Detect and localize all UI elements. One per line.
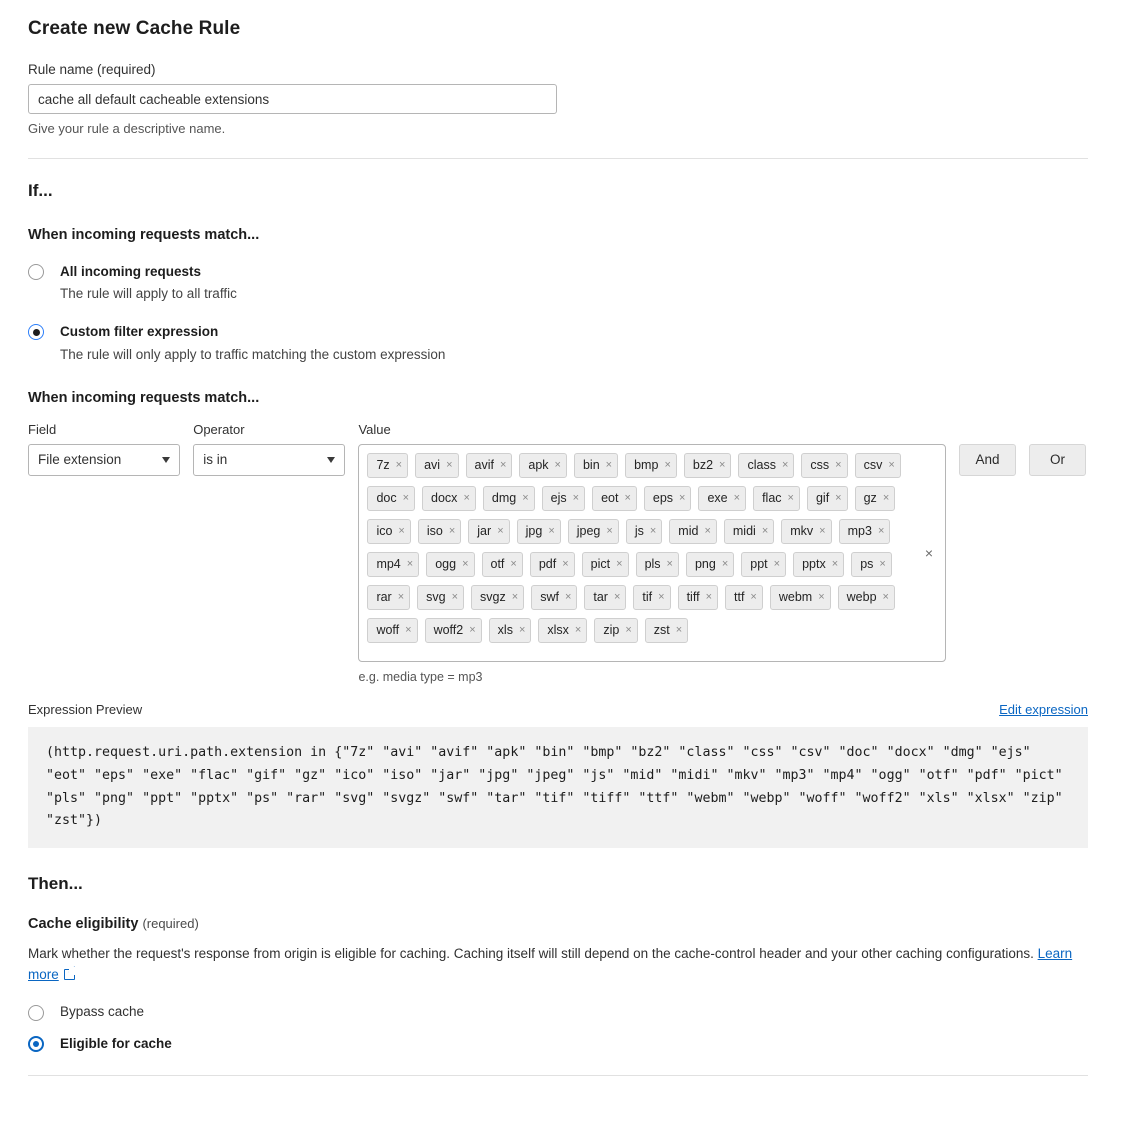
value-token[interactable] (741, 552, 786, 577)
remove-token-icon[interactable]: × (664, 459, 671, 472)
value-token-label: png (694, 557, 716, 572)
value-token-label: iso (426, 524, 443, 539)
remove-token-icon[interactable]: × (818, 591, 825, 604)
page-title: Create new Cache Rule (28, 18, 241, 39)
value-token[interactable] (415, 453, 458, 478)
radio-eligible-for-cache[interactable] (28, 1035, 1086, 1053)
remove-token-icon[interactable]: × (787, 492, 794, 505)
value-token-label: ogg (435, 557, 457, 572)
value-token-label: eps (652, 491, 674, 506)
value-token[interactable] (568, 519, 619, 544)
value-token[interactable] (636, 552, 679, 577)
value-token[interactable] (582, 552, 629, 577)
remove-token-icon[interactable]: × (888, 459, 895, 472)
radio-bypass-label: Bypass cache (60, 1004, 145, 1020)
remove-token-icon[interactable]: × (882, 591, 889, 604)
radio-icon-unselected[interactable] (28, 1005, 44, 1021)
value-token-label: bz2 (692, 458, 714, 473)
cache-eligibility-required: (required) (142, 916, 199, 932)
value-token-label: zip (603, 623, 620, 638)
remove-token-icon[interactable]: × (448, 525, 456, 538)
value-token-label: pdf (538, 557, 557, 572)
remove-token-icon[interactable]: × (721, 558, 729, 571)
remove-token-icon[interactable]: × (781, 459, 789, 472)
expression-preview-text: (http.request.uri.path.extension in {"7z" "avi" "avif" "apk" "bin" "bmp" "bz2" "class" "css" "csv" "doc" "docx" "dmg" "ejs" "eot" "eps" "exe" "flac" "gif" "gz" "ico" "iso" "jar" "jpg" "jpeg" "js" "mid" "midi" "mkv" "mp3" "mp4" "ogg" "otf" "pdf" "pict" "pls" "png" "ppt" "pptx" "ps" "rar" "svg" "svgz" "swf" "tar" "tif" "tiff" "ttf" "webm" "webp" "woff" "woff2" "xls" "xlsx" "zip" "zst"}) (28, 727, 1088, 848)
radio-custom-filter-expression[interactable] (28, 323, 1086, 363)
value-token-label: eot (601, 491, 619, 506)
radio-icon-selected[interactable] (28, 324, 44, 340)
value-token[interactable] (686, 552, 734, 577)
remove-token-icon[interactable]: × (522, 492, 529, 505)
value-token-label: doc (376, 491, 397, 506)
value-token-label: tif (642, 590, 653, 605)
remove-token-icon[interactable]: × (406, 558, 414, 571)
rule-name-helper: Give your rule a descriptive name. (28, 121, 226, 136)
radio-icon-unselected[interactable] (28, 264, 44, 280)
value-token-label: swf (540, 590, 559, 605)
value-token[interactable] (367, 618, 417, 643)
operator-select[interactable] (193, 444, 345, 476)
remove-token-icon[interactable]: × (511, 591, 519, 604)
remove-token-icon[interactable]: × (398, 525, 405, 538)
value-token-label: jar (477, 524, 492, 539)
value-token-label: otf (490, 557, 505, 572)
remove-token-icon[interactable]: × (606, 525, 613, 538)
remove-token-icon[interactable]: × (704, 525, 711, 538)
value-token[interactable] (839, 519, 891, 544)
chevron-down-icon (327, 457, 335, 463)
value-token[interactable] (426, 552, 474, 577)
value-token[interactable] (594, 618, 637, 643)
value-token-label: jpeg (576, 524, 601, 539)
remove-token-icon[interactable]: × (397, 591, 405, 604)
remove-token-icon[interactable]: × (882, 492, 890, 505)
value-token[interactable] (367, 552, 419, 577)
remove-token-icon[interactable]: × (835, 459, 842, 472)
value-token-label: jpg (525, 524, 543, 539)
operator-column-header: Operator (193, 421, 245, 437)
value-token-label: mid (678, 524, 699, 539)
remove-token-icon[interactable]: × (649, 525, 657, 538)
value-token-label: ejs (550, 491, 567, 506)
value-token[interactable] (855, 486, 896, 511)
rule-name-input[interactable] (28, 84, 557, 114)
value-token[interactable] (592, 486, 637, 511)
remove-token-icon[interactable]: × (497, 525, 504, 538)
remove-token-icon[interactable]: × (572, 492, 580, 505)
value-token[interactable] (851, 552, 892, 577)
expression-preview-header (28, 702, 1088, 717)
remove-token-icon[interactable]: × (574, 624, 582, 637)
value-token[interactable] (483, 486, 535, 511)
value-token[interactable] (793, 552, 844, 577)
value-token[interactable] (625, 453, 677, 478)
radio-all-sub: The rule will apply to all traffic (60, 286, 237, 302)
remove-token-icon[interactable]: × (548, 525, 555, 538)
value-token-label: pptx (802, 557, 826, 572)
then-section-title: Then... (28, 874, 83, 894)
value-token-label: zst (653, 623, 670, 638)
value-token[interactable] (684, 453, 732, 478)
value-token-label: ppt (750, 557, 768, 572)
remove-token-icon[interactable]: × (679, 492, 686, 505)
remove-token-icon[interactable]: × (719, 459, 726, 472)
remove-token-icon[interactable]: × (451, 591, 459, 604)
builder-title: When incoming requests match... (28, 389, 260, 406)
value-token[interactable] (367, 453, 408, 478)
value-token[interactable] (724, 519, 774, 544)
value-token-label: pls (644, 557, 661, 572)
value-token[interactable] (633, 585, 670, 610)
value-token-label: css (810, 458, 830, 473)
if-section-subtitle: When incoming requests match... (28, 227, 260, 243)
if-section-title: If... (28, 181, 53, 200)
value-token[interactable] (367, 585, 410, 610)
remove-token-icon[interactable]: × (463, 492, 470, 505)
remove-token-icon[interactable]: × (705, 591, 712, 604)
value-token-label: mp4 (376, 557, 401, 572)
value-token-label: mp3 (847, 524, 872, 539)
value-token[interactable] (770, 585, 831, 610)
value-token-label: docx (431, 491, 458, 506)
value-token[interactable] (698, 486, 746, 511)
value-token[interactable] (838, 585, 895, 610)
value-helper-text: e.g. media type = mp3 (358, 669, 483, 684)
value-token[interactable] (542, 486, 585, 511)
value-token[interactable] (418, 519, 461, 544)
value-token[interactable] (645, 618, 688, 643)
expression-builder (28, 422, 1086, 684)
value-token[interactable] (753, 486, 800, 511)
remove-token-icon[interactable]: × (877, 525, 885, 538)
value-token-label: avi (424, 458, 441, 473)
value-token[interactable] (517, 519, 561, 544)
remove-token-icon[interactable]: × (564, 591, 572, 604)
value-token-label: csv (863, 458, 883, 473)
remove-token-icon[interactable]: × (518, 624, 526, 637)
remove-token-icon[interactable]: × (605, 459, 613, 472)
value-token-label: class (747, 458, 776, 473)
value-token-label: gif (815, 491, 830, 506)
value-token-label: midi (732, 524, 756, 539)
value-token-label: rar (376, 590, 392, 605)
value-token[interactable] (725, 585, 763, 610)
field-column-header: Field (28, 421, 57, 437)
remove-token-icon[interactable]: × (446, 459, 453, 472)
value-token-label: svg (426, 590, 446, 605)
value-token[interactable] (422, 486, 476, 511)
remove-token-icon[interactable]: × (675, 624, 683, 637)
remove-token-icon[interactable]: × (733, 492, 741, 505)
value-token[interactable] (626, 519, 662, 544)
value-token[interactable] (468, 519, 509, 544)
value-token[interactable] (738, 453, 794, 478)
radio-eligible-label: Eligible for cache (60, 1036, 172, 1052)
value-token-label: mkv (790, 524, 814, 539)
rule-name-label: Rule name (required) (28, 62, 156, 77)
remove-token-icon[interactable]: × (819, 525, 826, 538)
value-column-header: Value (358, 421, 391, 437)
remove-token-icon[interactable]: × (613, 591, 621, 604)
value-token[interactable] (471, 585, 524, 610)
radio-all-incoming-requests[interactable] (28, 263, 1086, 303)
value-token-label: js (634, 524, 644, 539)
remove-token-icon[interactable]: × (499, 459, 507, 472)
value-token-label: 7z (376, 458, 390, 473)
field-select-value: File extension (38, 452, 122, 468)
value-token-label: ttf (734, 590, 745, 605)
radio-bypass-cache[interactable] (28, 1004, 1086, 1021)
token-list (367, 453, 927, 651)
expression-preview-label: Expression Preview (28, 701, 143, 717)
value-column (358, 422, 946, 684)
value-token[interactable] (519, 453, 567, 478)
value-token[interactable] (807, 486, 848, 511)
external-link-icon (64, 969, 75, 980)
remove-token-icon[interactable]: × (658, 591, 665, 604)
value-token[interactable] (489, 618, 532, 643)
field-column (28, 422, 180, 476)
remove-token-icon[interactable]: × (666, 558, 673, 571)
value-token[interactable] (855, 453, 901, 478)
value-token[interactable] (482, 552, 523, 577)
clear-all-icon[interactable]: × (924, 544, 933, 561)
value-token-label: woff (376, 623, 400, 638)
value-token-label: apk (528, 458, 549, 473)
remove-token-icon[interactable]: × (750, 591, 757, 604)
operator-column (193, 422, 345, 476)
remove-token-icon[interactable]: × (462, 558, 469, 571)
remove-token-icon[interactable]: × (402, 492, 410, 505)
remove-token-icon[interactable]: × (616, 558, 623, 571)
operator-select-value: is in (203, 452, 228, 468)
value-token[interactable] (538, 618, 587, 643)
value-token[interactable] (367, 486, 415, 511)
value-token-input[interactable] (358, 444, 946, 662)
value-token-label: pict (590, 557, 611, 572)
remove-token-icon[interactable]: × (879, 558, 886, 571)
remove-token-icon[interactable]: × (761, 525, 769, 538)
value-token-label: avif (474, 458, 494, 473)
rule-name-group (28, 62, 1086, 136)
value-token[interactable] (584, 585, 626, 610)
value-token[interactable] (417, 585, 464, 610)
value-token-label: webp (846, 590, 877, 605)
or-button[interactable]: Or (1029, 444, 1086, 476)
remove-token-icon[interactable]: × (625, 624, 632, 637)
logic-buttons (959, 422, 1086, 476)
field-select[interactable] (28, 444, 180, 476)
value-token-label: woff2 (433, 623, 464, 638)
radio-custom-sub: The rule will only apply to traffic matching the custom expression (60, 346, 446, 362)
value-token[interactable] (781, 519, 831, 544)
learn-more-link[interactable]: Learn more (28, 946, 1073, 983)
value-token-label: tiff (686, 590, 700, 605)
value-token-label: flac (762, 491, 782, 506)
value-token[interactable] (678, 585, 718, 610)
value-token-label: bmp (634, 458, 659, 473)
value-token[interactable] (574, 453, 618, 478)
remove-token-icon[interactable]: × (624, 492, 631, 505)
divider (28, 158, 1088, 159)
remove-token-icon[interactable]: × (554, 459, 561, 472)
cache-description-text: Mark whether the request's response from origin is eligible for caching. Caching itself will still depend on the cache-control header and your other caching configurations. (28, 946, 1038, 962)
value-token[interactable] (367, 519, 410, 544)
cache-eligibility-description (28, 944, 1088, 986)
value-token-label: xls (497, 623, 513, 638)
value-token[interactable] (801, 453, 847, 478)
value-token-label: ps (860, 557, 874, 572)
radio-icon-selected[interactable] (28, 1036, 44, 1052)
value-token[interactable] (669, 519, 717, 544)
value-token-label: tar (593, 590, 608, 605)
value-token[interactable] (531, 585, 577, 610)
value-token-label: dmg (491, 491, 517, 506)
edit-expression-link[interactable]: Edit expression (999, 701, 1088, 717)
remove-token-icon[interactable]: × (835, 492, 842, 505)
value-token-label: exe (707, 491, 728, 506)
chevron-down-icon (162, 457, 170, 463)
remove-token-icon[interactable]: × (469, 624, 476, 637)
remove-token-icon[interactable]: × (831, 558, 839, 571)
value-token-label: webm (778, 590, 813, 605)
value-token[interactable] (644, 486, 692, 511)
value-token[interactable] (530, 552, 575, 577)
remove-token-icon[interactable]: × (562, 558, 569, 571)
value-token[interactable] (425, 618, 482, 643)
radio-custom-label: Custom filter expression (60, 324, 219, 340)
value-token-label: bin (582, 458, 600, 473)
remove-token-icon[interactable]: × (773, 558, 781, 571)
remove-token-icon[interactable]: × (395, 459, 403, 472)
remove-token-icon[interactable]: × (510, 558, 517, 571)
cache-eligibility-heading (28, 916, 1086, 932)
remove-token-icon[interactable]: × (405, 624, 412, 637)
value-token[interactable] (466, 453, 513, 478)
and-button[interactable]: And (959, 444, 1016, 476)
value-token-label: ico (376, 524, 393, 539)
value-token-label: svgz (480, 590, 506, 605)
bottom-divider (28, 1075, 1088, 1076)
value-token-label: xlsx (547, 623, 569, 638)
radio-all-label: All incoming requests (60, 264, 202, 279)
value-token-label: gz (863, 491, 877, 506)
cache-eligibility-label: Cache eligibility (28, 916, 139, 933)
